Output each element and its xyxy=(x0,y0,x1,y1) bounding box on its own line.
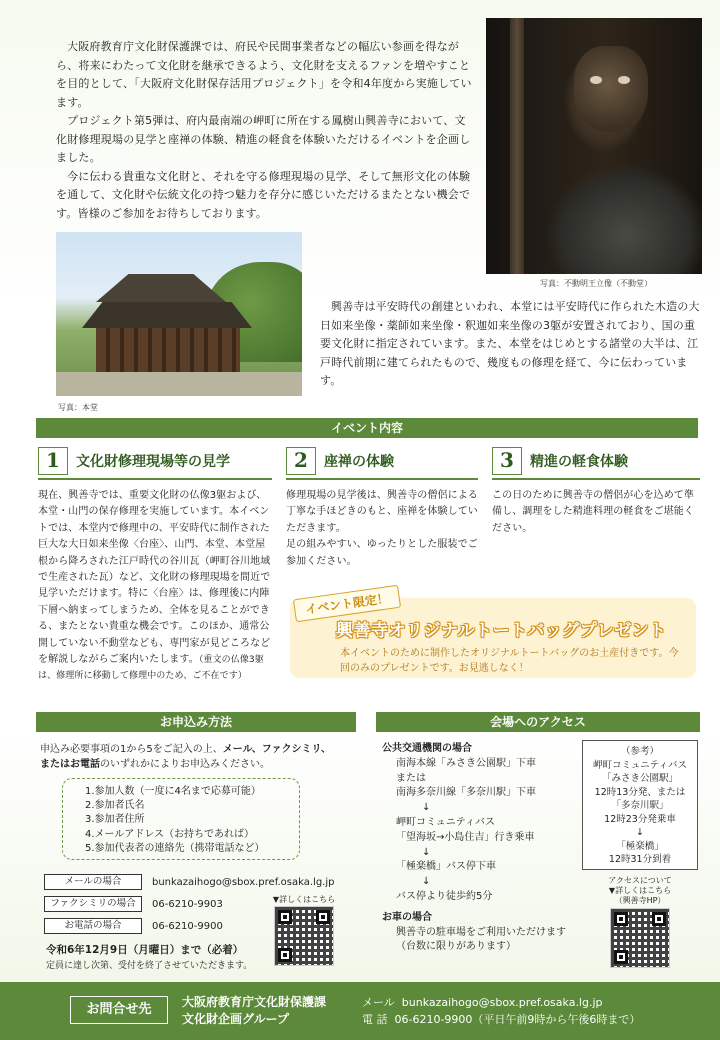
public-transit-heading: 公共交通機関の場合 xyxy=(382,743,472,754)
promo-title: 興善寺オリジナルトートバッグプレゼント xyxy=(336,621,667,641)
access-qr-caption-1: アクセスについて xyxy=(608,876,672,885)
ref-line: （参考） xyxy=(620,746,659,757)
contact-row-phone xyxy=(44,918,223,934)
event-number: 2 xyxy=(286,447,316,475)
event-body-2: 足の組みやすい、ゆったりとした服装でご参加ください。 xyxy=(286,539,478,567)
arrow-icon: ↓ xyxy=(422,876,431,888)
footer-label: お問合せ先 xyxy=(70,996,168,1024)
access-section-header: 会場へのアクセス xyxy=(376,712,700,732)
event-body: 現在、興善寺では、重要文化財の仏像3躯および、本堂・山門の保存修理を実施しています。本イベントでは、本堂内で修理中の、平安時代に制作された巨大な大日如来坐像〈台座〉、山門、本堂、本堂屋根から降ろされた江戸時代の谷川瓦（岬町谷川地域で生産された瓦）など、文化財の修理現場を間近で見学いただけます。特に〈台座〉は、修理後に内陣下層へ納まってしまうため、全体を見ることができる、またとない貴重な機会です。このほか、通常公開していない不動堂なども、専門家が見どころなどを解説しながらご案内いたします。 xyxy=(38,490,271,666)
arrow-icon: ↓ xyxy=(422,846,431,858)
footer-org-2: 文化財企画グループ xyxy=(182,1012,290,1026)
ref-line: 岬町コミュニティバス xyxy=(592,759,688,771)
event-title: 精進の軽食体験 xyxy=(530,454,628,470)
apply-text-b: メール、ファクシミリ、 xyxy=(222,744,332,755)
car-line: （台数に限りがあります） xyxy=(396,941,516,953)
intro-paragraph-3: 今に伝わる貴重な文化財と、それを守る修理現場の見学、そして無形文化の体験を通して、文化財や伝統文化の持つ魅力を存分に感じいただけるまたとない機会です。皆様のご参加をお待ちしております。 xyxy=(56,169,471,220)
event-title: 文化財修理現場等の見学 xyxy=(76,454,230,470)
ref-line: 「多奈川駅」 xyxy=(611,800,669,811)
ref-line: 「みさき公園駅」 xyxy=(601,773,678,784)
car-line: 興善寺の駐車場をご利用いただけます xyxy=(396,926,566,938)
footer-tel-label: 電 話 xyxy=(362,1013,388,1026)
requirement-item: 4.メールアドレス（お持ちであれば） xyxy=(85,828,254,840)
footer xyxy=(0,982,720,1040)
arrow-icon: ↓ xyxy=(636,827,644,838)
transit-line: または xyxy=(396,772,426,784)
contact-row-fax xyxy=(44,896,223,912)
footer-mail-label: メール xyxy=(362,996,395,1009)
contact-label: ファクシミリの場合 xyxy=(44,896,142,912)
event-item-1 xyxy=(38,420,272,685)
apply-section-header: お申込み方法 xyxy=(36,712,356,732)
footer-org-1: 大阪府教育庁文化財保護課 xyxy=(182,995,327,1009)
transit-line: バス停より徒歩約5分 xyxy=(396,890,493,902)
requirement-item: 5.参加代表者の連絡先（携帯電話など） xyxy=(85,842,265,854)
event-body: 修理現場の見学後は、興善寺の僧侶による丁寧な手ほどきのもと、座禅を体験していただきます。 xyxy=(286,490,478,534)
promo-box xyxy=(290,591,696,678)
transit-line: 南海本線「みさき公園駅」下車 xyxy=(396,757,536,769)
apply-text-a: 申込み必要事項の1から5をご記入の上、 xyxy=(40,744,223,755)
ref-line: 「極楽橋」 xyxy=(616,840,664,852)
event-number: 1 xyxy=(38,447,68,475)
promo-tag: イベント限定！ xyxy=(293,585,401,623)
access-directions xyxy=(382,742,578,955)
car-heading: お車の場合 xyxy=(382,911,432,923)
footer-contact xyxy=(362,994,640,1028)
statue-photo xyxy=(486,18,702,274)
temple-caption: 写真：本堂 xyxy=(58,403,98,412)
deadline: 令和6年12月9日（月曜日）まで（必着） xyxy=(46,944,244,956)
contact-value[interactable]: 06-6210-9900 xyxy=(152,920,223,932)
temple-photo xyxy=(56,232,302,396)
transit-line: 岬町コミュニティバス xyxy=(396,816,495,828)
contact-value[interactable]: bunkazaihogo@sbox.pref.osaka.lg.jp xyxy=(152,876,335,888)
arrow-icon: ↓ xyxy=(422,802,431,814)
ref-line: 12時31分到着 xyxy=(608,854,672,865)
requirements-box xyxy=(62,778,300,860)
event-body: この日のために興善寺の僧侶が心を込めて準備し、調理をした精進料理の軽食をご堪能ください。 xyxy=(492,490,694,534)
ref-line: 12時13分発、または xyxy=(594,786,686,798)
transit-line: 「望海坂→小島住吉」行き乗車 xyxy=(396,831,535,843)
intro-text xyxy=(56,38,476,223)
statue-caption: 写真：不動明王立像（不動堂） xyxy=(540,279,652,288)
access-qr-caption-2: ▼詳しくはこちら xyxy=(608,886,672,895)
access-qr-caption xyxy=(592,876,688,906)
intro-paragraph-1: 大阪府教育庁文化財保護課では、府民や民間事業者などの幅広い参画を得ながら、将来にわたって文化財を継承できるよう、文化財を支えるファンを増やすことを目的として、「大阪府文化財保存活用プロジェクト」を令和4年度から実施しています。 xyxy=(56,40,472,109)
reference-box xyxy=(582,740,698,870)
access-qr-code[interactable] xyxy=(610,908,670,968)
deadline-note: 定員に達し次第、受付を終了させていただきます。 xyxy=(46,961,253,971)
event-note: （重文の仏像3躯は、修理所に移動して修理中のため、ご不在です） xyxy=(38,655,264,682)
temple-description: 興善寺は平安時代の創建といわれ、本堂には平安時代に作られた木造の大日如来坐像・薬師如来坐像・釈迦如来坐像の3躯が安置されており、国の重要文化財に指定されています。また、本堂をはじめとする諸堂の大半は、江戸時代前期に建てられたもので、幾度もの修理を経て、今に伝わっています。 xyxy=(320,300,700,387)
transit-line: 「極楽橋」バス停下車 xyxy=(396,861,496,873)
apply-instructions xyxy=(40,742,356,772)
event-section-header: イベント内容 xyxy=(36,418,698,438)
contact-label: お電話の場合 xyxy=(44,918,142,934)
promo-body: 本イベントのために制作したオリジナルトートバッグのお土産付きです。今回のみのプレゼントです。お見逃しなく！ xyxy=(340,648,679,674)
event-number: 3 xyxy=(492,447,522,475)
event-item-2 xyxy=(286,420,478,570)
requirement-item: 1.参加人数（一度に4名まで応募可能） xyxy=(85,786,261,797)
event-item-3 xyxy=(492,420,700,537)
transit-line: 南海多奈川線「多奈川駅」下車 xyxy=(396,787,536,799)
ref-line: 12時23分発乗車 xyxy=(604,813,676,825)
apply-qr-code[interactable] xyxy=(274,906,334,966)
contact-value: 06-6210-9903 xyxy=(152,898,223,910)
apply-text-c: またはお電話 xyxy=(40,759,100,770)
event-title: 座禅の体験 xyxy=(324,454,394,470)
contact-label: メールの場合 xyxy=(44,874,142,890)
apply-text-d: のいずれかによりお申込みください。 xyxy=(100,759,270,770)
apply-qr-caption: ▼詳しくはこちら xyxy=(272,895,336,904)
access-qr-caption-3: （興善寺HP） xyxy=(614,896,666,905)
footer-mail[interactable]: bunkazaihogo@sbox.pref.osaka.lg.jp xyxy=(401,996,603,1009)
footer-org xyxy=(182,994,326,1028)
requirement-item: 3.参加者住所 xyxy=(85,814,145,826)
intro-paragraph-2: プロジェクト第5弾は、府内最南端の岬町に所在する鳳樹山興善寺において、文化財修理現場の見学と座禅の体験、精進の軽食を体験いただけるイベントを企画しました。 xyxy=(56,114,471,164)
requirement-item: 2.参加者氏名 xyxy=(85,800,145,812)
footer-tel[interactable]: 06-6210-9900（平日午前9時から午後6時まで） xyxy=(394,1013,641,1026)
contact-row-mail xyxy=(44,874,334,890)
